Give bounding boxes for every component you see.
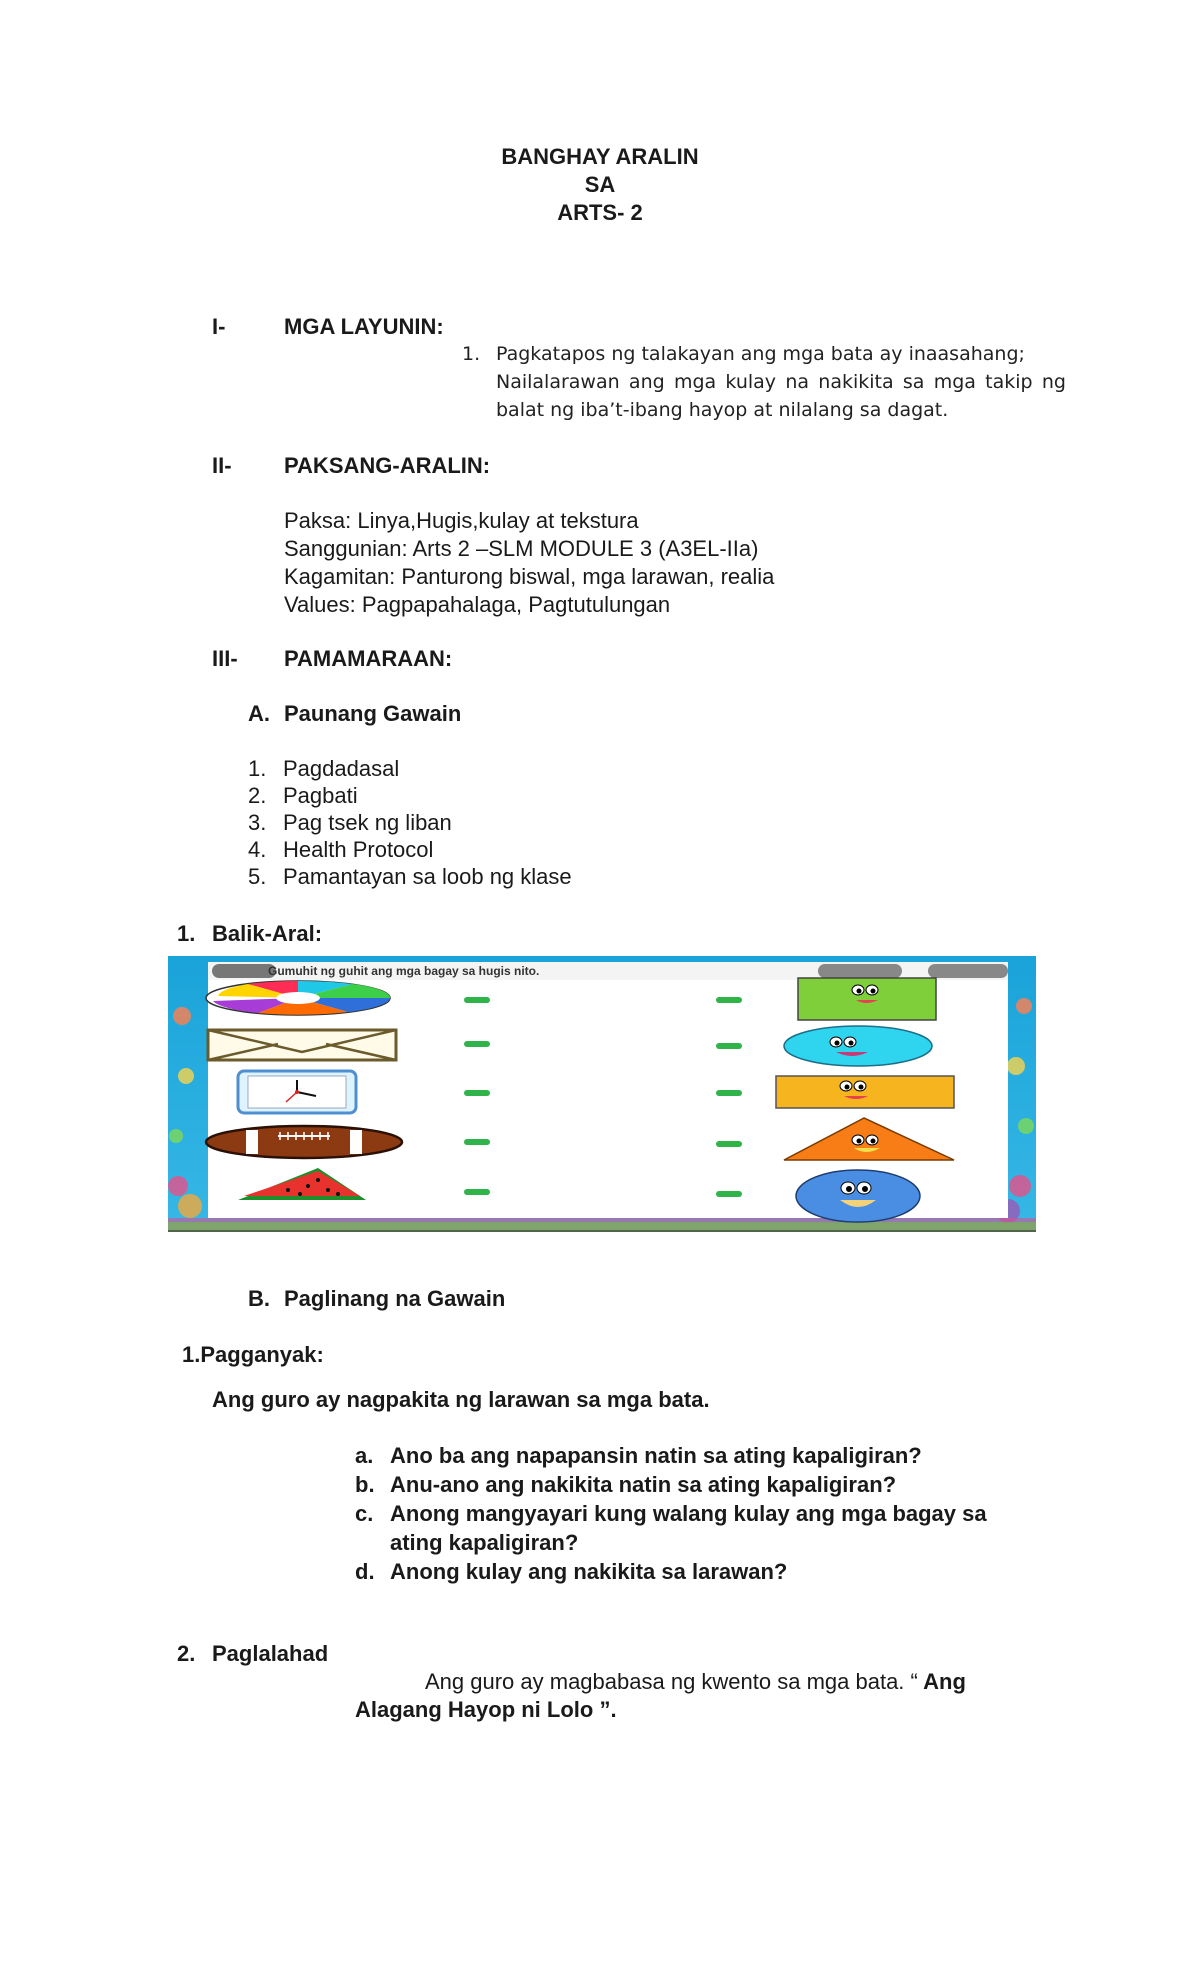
- pagganyak-questions: [355, 1442, 987, 1587]
- section3-roman: III-: [212, 646, 238, 671]
- list-number: 5.: [248, 864, 267, 889]
- paunang-gawain-list: [248, 755, 572, 890]
- list-letter: c.: [355, 1501, 374, 1526]
- list-letter: d.: [355, 1559, 375, 1584]
- paglalahad-heading: Paglalahad: [212, 1641, 329, 1666]
- list-letter: a.: [355, 1443, 374, 1468]
- section3-heading: PAMAMARAAN:: [284, 646, 453, 671]
- objective-line-3: balat ng iba’t-ibang hayop at nilalang sa dagat.: [496, 399, 949, 421]
- subsection-b-heading: Paglinang na Gawain: [284, 1286, 506, 1311]
- page-title-line3: ARTS- 2: [557, 200, 643, 225]
- list-text: Pag tsek ng liban: [283, 810, 452, 835]
- subsection-a-heading: Paunang Gawain: [284, 701, 462, 726]
- list-text: Anong mangyayari kung walang kulay ang mga bagay sa: [390, 1501, 987, 1526]
- list-letter: b.: [355, 1472, 375, 1497]
- worksheet-instruction: Gumuhit ng guhit ang mga bagay sa hugis nito.: [268, 964, 540, 978]
- objective-text: [496, 340, 1066, 424]
- list-text: Pamantayan sa loob ng klase: [283, 864, 572, 889]
- objective-line-1: Pagkatapos ng talakayan ang mga bata ay inaasahang;: [496, 343, 1025, 365]
- subsection-a-letter: A.: [248, 701, 270, 726]
- subsection-b-letter: B.: [248, 1286, 270, 1311]
- list-text: Anu-ano ang nakikita natin sa ating kapaligiran?: [390, 1472, 897, 1497]
- football-icon: [206, 1126, 402, 1158]
- page-title-line2: SA: [584, 172, 616, 197]
- yellow-rectangle-shape: [776, 1076, 954, 1108]
- blue-circle-shape: [796, 1170, 920, 1222]
- story-title: Alagang Hayop ni Lolo ”.: [355, 1697, 617, 1722]
- matching-worksheet-image: [168, 956, 1036, 1232]
- pagganyak-intro: Ang guro ay nagpakita ng larawan sa mga bata.: [212, 1387, 710, 1412]
- paglalahad-number: 2.: [177, 1641, 196, 1666]
- objective-number: 1.: [462, 343, 481, 365]
- story-title-start: Ang: [917, 1669, 966, 1694]
- beach-ball-icon: [206, 981, 390, 1015]
- list-item: [355, 1529, 987, 1558]
- kagamitan-line: Kagamitan: Panturong biswal, mga larawan, realia: [284, 564, 775, 589]
- list-item: [355, 1442, 987, 1471]
- list-text: Ano ba ang napapansin natin sa ating kapaligiran?: [390, 1443, 922, 1468]
- list-text: Pagdadasal: [283, 756, 400, 781]
- paksa-line: Paksa: Linya,Hugis,kulay at tekstura: [284, 508, 639, 533]
- page-title-line1: BANGHAY ARALIN: [501, 144, 699, 169]
- green-rectangle-shape: [798, 978, 936, 1020]
- sanggunian-line: Sanggunian: Arts 2 –SLM MODULE 3 (A3EL-IIa): [284, 536, 759, 561]
- clock-icon: [238, 1071, 356, 1113]
- list-text: Health Protocol: [283, 837, 434, 862]
- list-number: 1.: [248, 756, 267, 781]
- paglalahad-text: Ang guro ay magbabasa ng kwento sa mga bata. “: [425, 1669, 918, 1694]
- balik-aral-number: 1.: [177, 921, 196, 946]
- envelope-icon: [208, 1030, 396, 1060]
- list-item: [355, 1558, 987, 1587]
- list-number: 3.: [248, 810, 267, 835]
- section2-roman: II-: [212, 453, 232, 478]
- list-item: [355, 1500, 987, 1529]
- list-item: [355, 1471, 987, 1500]
- list-number: 4.: [248, 837, 267, 862]
- cyan-oval-shape: [784, 1026, 932, 1066]
- list-item: [248, 863, 572, 890]
- list-item: [248, 782, 572, 809]
- list-item: [248, 809, 572, 836]
- values-line: Values: Pagpapahalaga, Pagtutulungan: [284, 592, 671, 617]
- objective-line-2: Nailalarawan ang mga kulay na nakikita sa mga takip ng: [496, 371, 1066, 393]
- paksang-aralin-details: [284, 507, 774, 619]
- section1-heading: MGA LAYUNIN:: [284, 314, 444, 339]
- list-text: Anong kulay ang nakikita sa larawan?: [390, 1559, 788, 1584]
- list-text: Pagbati: [283, 783, 358, 808]
- pagganyak-heading: 1.Pagganyak:: [182, 1342, 324, 1367]
- paglalahad-text-line1: [425, 1668, 966, 1696]
- list-number: 2.: [248, 783, 267, 808]
- section1-roman: I-: [212, 314, 226, 339]
- list-text: ating kapaligiran?: [390, 1530, 579, 1555]
- list-item: [248, 755, 572, 782]
- section2-heading: PAKSANG-ARALIN:: [284, 453, 491, 478]
- list-item: [248, 836, 572, 863]
- balik-aral-heading: Balik-Aral:: [212, 921, 323, 946]
